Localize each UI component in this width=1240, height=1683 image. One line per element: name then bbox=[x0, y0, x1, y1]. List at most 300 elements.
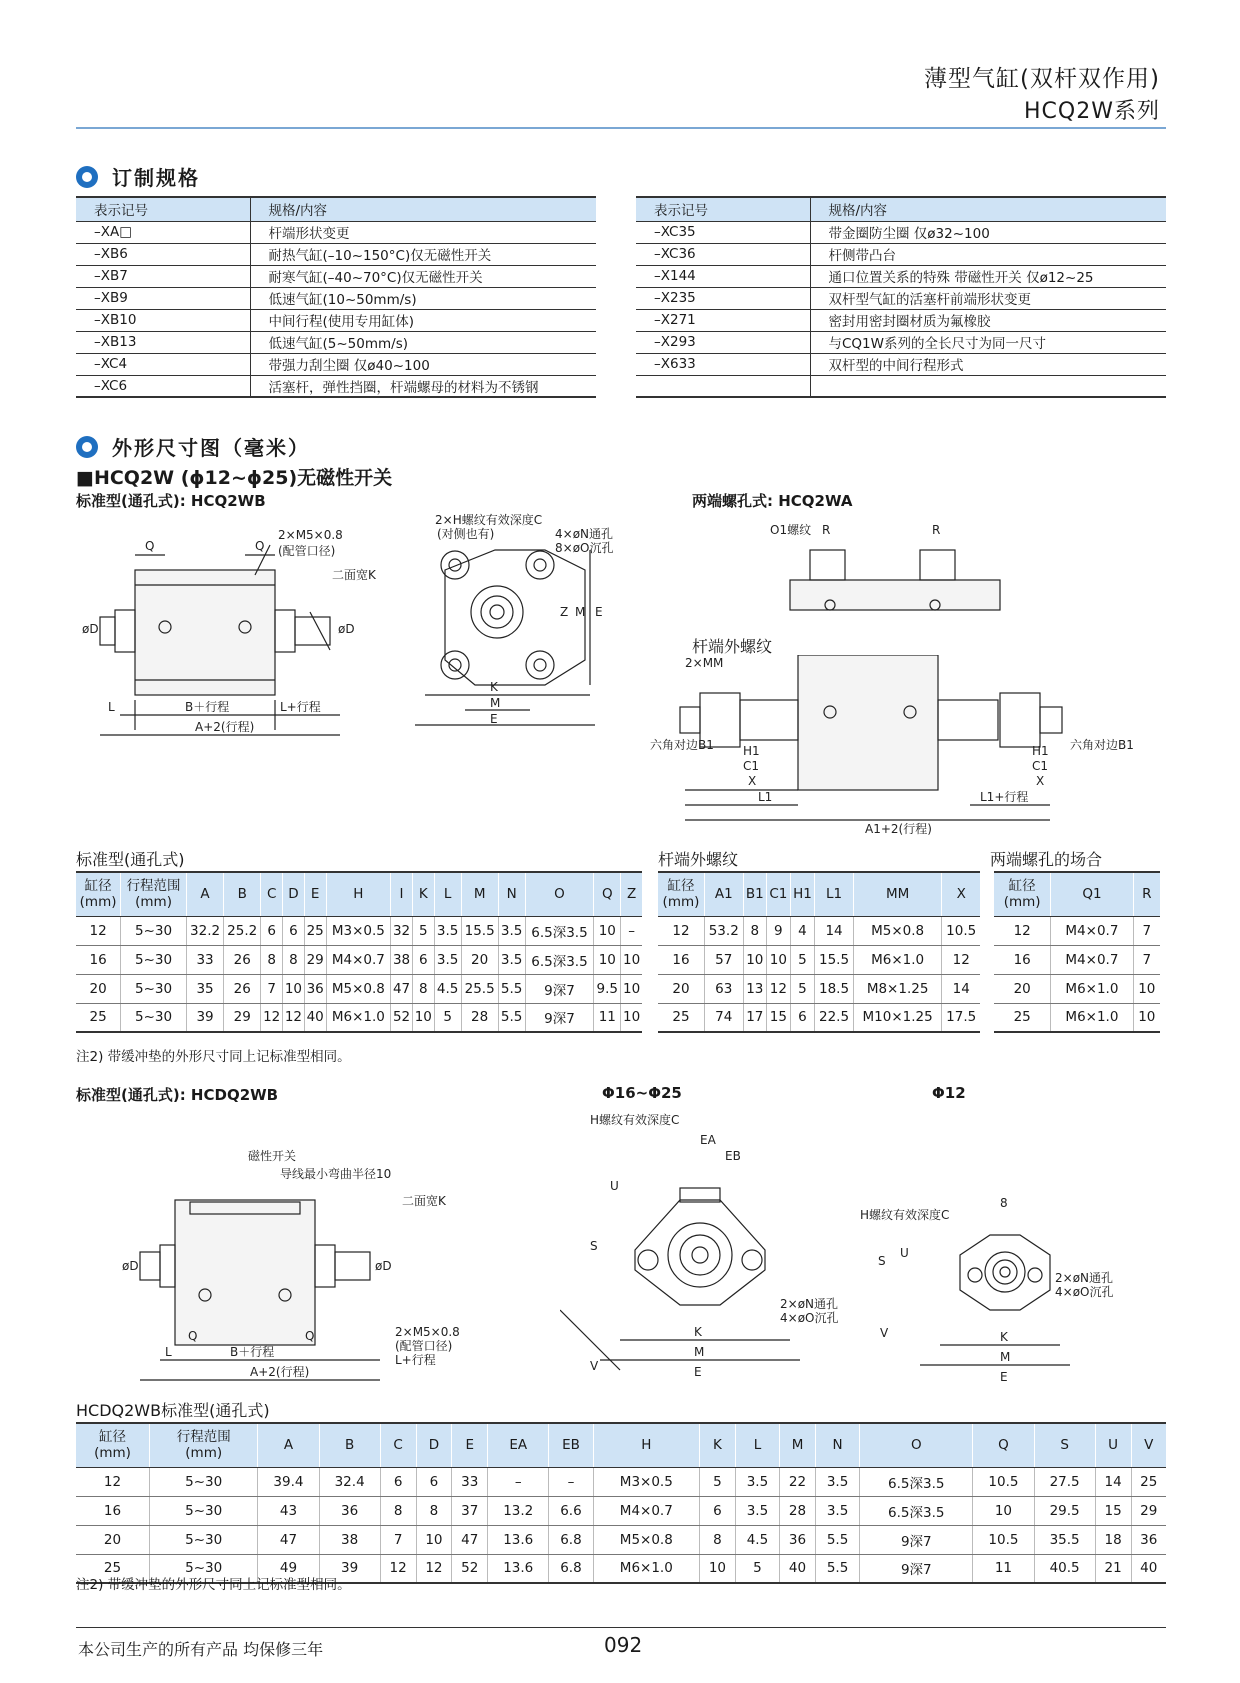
table-cell: 43 bbox=[258, 1496, 319, 1525]
table-cell: 杆侧带凸台 bbox=[810, 243, 1166, 265]
dim-ea: EA bbox=[700, 1133, 716, 1147]
dim-m: M bbox=[490, 696, 501, 710]
table-cell: 12 bbox=[283, 1003, 305, 1032]
column-header: S bbox=[1034, 1423, 1095, 1467]
spec-header: 规格/内容 bbox=[810, 197, 1166, 221]
table-cell: M4×0.7 bbox=[326, 945, 391, 974]
table-cell: 47 bbox=[258, 1525, 319, 1554]
table-cell: 32.4 bbox=[319, 1467, 380, 1496]
table-cell: 47 bbox=[391, 974, 413, 1003]
table-cell: 6 bbox=[700, 1496, 736, 1525]
column-header: O bbox=[860, 1423, 973, 1467]
table-cell: M5×0.8 bbox=[593, 1525, 699, 1554]
label-std-dwb: 标准型(通孔式): HCDQ2WB bbox=[76, 1086, 279, 1104]
table-cell: 18 bbox=[1095, 1525, 1131, 1554]
table-cell: M3×0.5 bbox=[593, 1467, 699, 1496]
table-row bbox=[658, 916, 980, 945]
table-cell: 6 bbox=[283, 916, 305, 945]
column-header: H1 bbox=[790, 872, 815, 916]
table-cell: 10 bbox=[743, 945, 766, 974]
table-row bbox=[636, 287, 1166, 309]
table-cell: 6.5深3.5 bbox=[860, 1496, 973, 1525]
table-cell: 13.2 bbox=[488, 1496, 549, 1525]
column-header: H bbox=[326, 872, 391, 916]
table-cell: 密封用密封圈材质为氟橡胶 bbox=[810, 309, 1166, 331]
column-header: X bbox=[942, 872, 980, 916]
drawing-both-ends bbox=[770, 520, 1040, 620]
dim-d-left-2: øD bbox=[122, 1259, 139, 1273]
table-cell: 36 bbox=[1131, 1525, 1166, 1554]
section-bullet-icon bbox=[76, 436, 98, 458]
column-header: A bbox=[258, 1423, 319, 1467]
table-cell: 20 bbox=[994, 974, 1051, 1003]
table-cell: 活塞杆，弹性挡圈，杆端螺母的材料为不锈钢 bbox=[250, 375, 596, 397]
table-cell: –XA□ bbox=[76, 221, 250, 243]
table-row bbox=[636, 353, 1166, 375]
column-header: 行程范围 (mm) bbox=[150, 1423, 258, 1467]
table-row bbox=[636, 265, 1166, 287]
table-cell: M6×1.0 bbox=[593, 1554, 699, 1583]
table-cell: 9.5 bbox=[594, 974, 621, 1003]
o1-thread-label: O1螺纹 bbox=[770, 523, 812, 537]
table-cell: 27.5 bbox=[1034, 1467, 1095, 1496]
table-cell: 49 bbox=[258, 1554, 319, 1583]
dim-v-2: V bbox=[880, 1326, 889, 1340]
footer-divider bbox=[76, 1627, 1166, 1628]
column-header: C1 bbox=[767, 872, 791, 916]
table-cell: 36 bbox=[780, 1525, 816, 1554]
dim-s-2: S bbox=[878, 1254, 886, 1268]
dim-b-stroke-2: B＋行程 bbox=[230, 1345, 275, 1359]
hthread-label-4: H螺纹有效深度C bbox=[860, 1208, 950, 1222]
spec-header: 表示记号 bbox=[76, 197, 250, 221]
table-cell: 4.5 bbox=[434, 974, 461, 1003]
table-cell: 32 bbox=[391, 916, 413, 945]
table-row bbox=[636, 375, 1166, 397]
table-row bbox=[636, 243, 1166, 265]
column-header: E bbox=[304, 872, 326, 916]
table-cell: 40 bbox=[1131, 1554, 1166, 1583]
table-cell: 52 bbox=[452, 1554, 488, 1583]
table-cell: 6 bbox=[412, 945, 434, 974]
table-cell: 25 bbox=[76, 1554, 150, 1583]
table-cell: 11 bbox=[594, 1003, 621, 1032]
column-header: Q1 bbox=[1051, 872, 1133, 916]
table-cell: M4×0.7 bbox=[1051, 916, 1133, 945]
table-cell: 25 bbox=[76, 1003, 121, 1032]
table-cell: 29 bbox=[304, 945, 326, 974]
column-header: V bbox=[1131, 1423, 1166, 1467]
table-cell: 5 bbox=[790, 974, 815, 1003]
hthread-label-3: H螺纹有效深度C bbox=[590, 1113, 680, 1127]
table-cell: – bbox=[488, 1467, 549, 1496]
table-cell: 10 bbox=[621, 1003, 642, 1032]
table-cell: 36 bbox=[319, 1496, 380, 1525]
table-cell: 与CQ1W系列的全长尺寸为同一尺寸 bbox=[810, 331, 1166, 353]
table-cell: 8 bbox=[416, 1496, 452, 1525]
table-cell: 20 bbox=[76, 1525, 150, 1554]
table-cell: 4 bbox=[790, 916, 815, 945]
column-header: A bbox=[186, 872, 223, 916]
dim-x-left: X bbox=[748, 774, 757, 788]
table-cell: 10 bbox=[621, 974, 642, 1003]
column-header: M bbox=[780, 1423, 816, 1467]
table-cell: 35.5 bbox=[1034, 1525, 1095, 1554]
table-cell: 3.5 bbox=[434, 916, 461, 945]
table-cell: –XC6 bbox=[76, 375, 250, 397]
hex-b1-left: 六角对边B1 bbox=[650, 738, 714, 752]
dim-m-3: M bbox=[1000, 1350, 1011, 1364]
wire-bend-label: 导线最小弯曲半径10 bbox=[280, 1167, 392, 1181]
column-header: L bbox=[434, 872, 461, 916]
table-row bbox=[76, 309, 596, 331]
table-cell: 7 bbox=[1133, 945, 1160, 974]
table-cell: 8 bbox=[261, 945, 283, 974]
table-row bbox=[76, 945, 642, 974]
column-header: 缸径 (mm) bbox=[76, 872, 121, 916]
table-cell: 3.5 bbox=[735, 1496, 779, 1525]
table-cell: 5 bbox=[412, 916, 434, 945]
table-cell: 15 bbox=[767, 1003, 791, 1032]
table-cell: 12 bbox=[380, 1554, 416, 1583]
label-phi-16-25: Φ16~Φ25 bbox=[602, 1084, 682, 1102]
page-title: 薄型气缸(双杆双作用) bbox=[924, 66, 1160, 92]
column-header: 缸径 (mm) bbox=[658, 872, 704, 916]
table-row bbox=[994, 945, 1160, 974]
column-header: D bbox=[416, 1423, 452, 1467]
table-cell: 5.5 bbox=[498, 974, 525, 1003]
table-cell: 38 bbox=[319, 1525, 380, 1554]
label-both-wa: 两端螺孔式: HCQ2WA bbox=[692, 492, 853, 510]
model-title: ■HCQ2W (ϕ12~ϕ25)无磁性开关 bbox=[76, 467, 393, 489]
dim-l-stroke-2: L+行程 bbox=[395, 1353, 436, 1367]
dim-l1: L1 bbox=[758, 790, 773, 804]
table-cell: 15.5 bbox=[815, 945, 854, 974]
dim-q-right-2: Q bbox=[305, 1329, 315, 1343]
hex-b1-right: 六角对边B1 bbox=[1070, 738, 1134, 752]
table-cell: 3.5 bbox=[735, 1467, 779, 1496]
dim-k-3: K bbox=[1000, 1330, 1008, 1344]
table-cell: 7 bbox=[261, 974, 283, 1003]
table-cell: 4.5 bbox=[735, 1525, 779, 1554]
table-cell: 低速气缸(10~50mm/s) bbox=[250, 287, 596, 309]
table-cell: 25 bbox=[304, 916, 326, 945]
table-cell: 8 bbox=[283, 945, 305, 974]
table-cell: 耐寒气缸(–40~70°C)仅无磁性开关 bbox=[250, 265, 596, 287]
table-cell: 6.5深3.5 bbox=[525, 945, 594, 974]
dim-d-right-2: øD bbox=[375, 1259, 392, 1273]
table-cell: 5 bbox=[434, 1003, 461, 1032]
dim-l1-stroke: L1+行程 bbox=[980, 790, 1029, 804]
table-cell: 33 bbox=[186, 945, 223, 974]
table-cell: M8×1.25 bbox=[853, 974, 942, 1003]
table-row bbox=[76, 1467, 1166, 1496]
table-cell: 5.5 bbox=[498, 1003, 525, 1032]
dim-a-stroke-2: A+2(行程) bbox=[250, 1365, 310, 1379]
table-cell: 5~30 bbox=[150, 1496, 258, 1525]
spec-header: 规格/内容 bbox=[250, 197, 596, 221]
dim-e-2: E bbox=[694, 1365, 702, 1379]
table-cell: 12 bbox=[416, 1554, 452, 1583]
table-cell: 29 bbox=[1131, 1496, 1166, 1525]
dim-d-left: øD bbox=[82, 622, 99, 636]
table-cell: 6 bbox=[416, 1467, 452, 1496]
column-header: A1 bbox=[704, 872, 743, 916]
table-cell: 20 bbox=[658, 974, 704, 1003]
table-cell: 11 bbox=[973, 1554, 1034, 1583]
table-cell: 8 bbox=[743, 916, 766, 945]
table-cell: 10 bbox=[621, 945, 642, 974]
label-std-hole: 标准型(通孔式) bbox=[76, 850, 185, 869]
table-cell: –X144 bbox=[636, 265, 810, 287]
dim-q-left-2: Q bbox=[188, 1329, 198, 1343]
table-cell: 5~30 bbox=[121, 974, 187, 1003]
table-cell: 22.5 bbox=[815, 1003, 854, 1032]
table-cell: 10.5 bbox=[973, 1525, 1034, 1554]
table-cell: 12 bbox=[994, 916, 1051, 945]
column-header: 缸径 (mm) bbox=[994, 872, 1051, 916]
dim-e: E bbox=[490, 712, 498, 726]
table-cell: –XB10 bbox=[76, 309, 250, 331]
table-row bbox=[658, 1003, 980, 1032]
table-cell: 12 bbox=[261, 1003, 283, 1032]
table-row bbox=[76, 287, 596, 309]
table-cell: 6.8 bbox=[549, 1554, 593, 1583]
column-header: 缸径 (mm) bbox=[76, 1423, 150, 1467]
table-cell: 低速气缸(5~50mm/s) bbox=[250, 331, 596, 353]
column-header: Z bbox=[621, 872, 642, 916]
table-cell: 7 bbox=[1133, 916, 1160, 945]
table-row bbox=[636, 221, 1166, 243]
table-cell: 36 bbox=[304, 974, 326, 1003]
table-cell: 29.5 bbox=[1034, 1496, 1095, 1525]
table-cell: 25.2 bbox=[224, 916, 261, 945]
dim-q-right: Q bbox=[255, 539, 265, 553]
header-divider bbox=[76, 127, 1166, 129]
table-cell: 12 bbox=[658, 916, 704, 945]
drawing-rod-thread bbox=[650, 655, 1160, 835]
table-standard bbox=[76, 871, 642, 1033]
magnetic-switch-label: 磁性开关 bbox=[248, 1149, 297, 1163]
dim-b-stroke: B＋行程 bbox=[185, 700, 230, 714]
table-row bbox=[76, 243, 596, 265]
table-cell: –XB9 bbox=[76, 287, 250, 309]
port-label-b: 2×M5×0.8 bbox=[395, 1325, 460, 1339]
table-cell: 5~30 bbox=[121, 945, 187, 974]
table-cell: M6×1.0 bbox=[1051, 1003, 1133, 1032]
table-cell: –XC35 bbox=[636, 221, 810, 243]
table-cell: 17.5 bbox=[942, 1003, 980, 1032]
table-cell: 6.6 bbox=[549, 1496, 593, 1525]
column-header: B1 bbox=[743, 872, 766, 916]
table-cell: 16 bbox=[76, 1496, 150, 1525]
dim-s: S bbox=[590, 1239, 598, 1253]
drawing-phi16-25-end bbox=[560, 1110, 870, 1385]
table-cell: 10 bbox=[283, 974, 305, 1003]
table-cell: M6×1.0 bbox=[853, 945, 942, 974]
table-cell: 5~30 bbox=[150, 1525, 258, 1554]
table-cell: 5.5 bbox=[815, 1525, 859, 1554]
table-cell: 53.2 bbox=[704, 916, 743, 945]
table-cell: 10 bbox=[416, 1525, 452, 1554]
dim-r-left: R bbox=[822, 523, 831, 537]
table-cell: 9深7 bbox=[860, 1554, 973, 1583]
nhole-label-3: 2×øN通孔 bbox=[1055, 1271, 1114, 1285]
dim-l-2: L bbox=[165, 1345, 172, 1359]
ohole-label-3: 4×øO沉孔 bbox=[1055, 1285, 1114, 1299]
table-cell: M5×0.8 bbox=[326, 974, 391, 1003]
column-header: Q bbox=[973, 1423, 1034, 1467]
label-rod-thread: 杆端外螺纹 bbox=[692, 637, 773, 656]
table-cell: 杆端形状变更 bbox=[250, 221, 596, 243]
table-cell: 16 bbox=[658, 945, 704, 974]
table-cell: –X271 bbox=[636, 309, 810, 331]
section-outline-title: 外形尺寸图（毫米） bbox=[112, 436, 310, 460]
column-header: C bbox=[380, 1423, 416, 1467]
width-k-label-2: 二面宽K bbox=[402, 1194, 446, 1208]
column-header: MM bbox=[853, 872, 942, 916]
table-cell: 5~30 bbox=[150, 1554, 258, 1583]
table-cell: 39.4 bbox=[258, 1467, 319, 1496]
table-cell: 38 bbox=[391, 945, 413, 974]
dim-u: U bbox=[610, 1179, 619, 1193]
dim-l-stroke: L+行程 bbox=[280, 700, 321, 714]
port-label-b2: (配管口径) bbox=[395, 1339, 453, 1353]
table-cell: 7 bbox=[380, 1525, 416, 1554]
dim-c1-right: C1 bbox=[1032, 759, 1049, 773]
table-cell: 带金圈防尘圈 仅ø32~100 bbox=[810, 221, 1166, 243]
table-cell: 通口位置关系的特殊 带磁性开关 仅ø12~25 bbox=[810, 265, 1166, 287]
dim-k: K bbox=[490, 680, 498, 694]
table-cell: 26 bbox=[224, 945, 261, 974]
table-cell: 33 bbox=[452, 1467, 488, 1496]
table-row bbox=[76, 221, 596, 243]
table-cell: M6×1.0 bbox=[326, 1003, 391, 1032]
column-header: N bbox=[815, 1423, 859, 1467]
column-header: B bbox=[319, 1423, 380, 1467]
dim-z: Z bbox=[560, 605, 569, 619]
table-cell: 5~30 bbox=[150, 1467, 258, 1496]
table-cell: 17 bbox=[743, 1003, 766, 1032]
spec-table-left bbox=[76, 196, 596, 398]
table-cell: 39 bbox=[186, 1003, 223, 1032]
dim-x-right: X bbox=[1036, 774, 1045, 788]
drawing-std-end bbox=[415, 510, 640, 745]
table-cell: 6.8 bbox=[549, 1525, 593, 1554]
table-cell: 18.5 bbox=[815, 974, 854, 1003]
column-header: L1 bbox=[815, 872, 854, 916]
dim-h1-right: H1 bbox=[1032, 744, 1049, 758]
table-cell: 25.5 bbox=[461, 974, 498, 1003]
table-cell: –X293 bbox=[636, 331, 810, 353]
table-cell: 10 bbox=[594, 916, 621, 945]
drawing-std-side bbox=[80, 515, 420, 740]
column-header: N bbox=[498, 872, 525, 916]
table-cell: 40 bbox=[780, 1554, 816, 1583]
table-cell: 9深7 bbox=[525, 1003, 594, 1032]
table-cell: 16 bbox=[76, 945, 121, 974]
table-cell bbox=[636, 375, 810, 397]
label-hcdq: HCDQ2WB标准型(通孔式) bbox=[76, 1401, 270, 1420]
ohole-label: 8×øO沉孔 bbox=[555, 541, 614, 555]
table-cell: 3.5 bbox=[498, 945, 525, 974]
table-cell: 47 bbox=[452, 1525, 488, 1554]
table-row bbox=[994, 1003, 1160, 1032]
table-cell: 6 bbox=[261, 916, 283, 945]
table-cell: 25 bbox=[658, 1003, 704, 1032]
width-k-label: 二面宽K bbox=[332, 568, 376, 582]
table-cell: M4×0.7 bbox=[593, 1496, 699, 1525]
table-cell: 6.5深3.5 bbox=[525, 916, 594, 945]
dim-h1-left: H1 bbox=[743, 744, 760, 758]
table-row bbox=[76, 974, 642, 1003]
table-cell: –X235 bbox=[636, 287, 810, 309]
table-row bbox=[636, 309, 1166, 331]
section-custom bbox=[76, 162, 200, 191]
spec-table-right bbox=[636, 196, 1166, 398]
column-header: H bbox=[593, 1423, 699, 1467]
table-cell: –XB13 bbox=[76, 331, 250, 353]
column-header: EB bbox=[549, 1423, 593, 1467]
table-row bbox=[636, 331, 1166, 353]
column-header: E bbox=[452, 1423, 488, 1467]
hthread-label: 2×H螺纹有效深度C bbox=[435, 513, 543, 527]
nhole-label: 4×øN通孔 bbox=[555, 527, 614, 541]
table-cell: 12 bbox=[76, 916, 121, 945]
table-cell: 8 bbox=[700, 1525, 736, 1554]
section-custom-title: 订制规格 bbox=[112, 166, 200, 190]
table-cell: 12 bbox=[76, 1467, 150, 1496]
table-cell: 22 bbox=[780, 1467, 816, 1496]
table-cell: 28 bbox=[461, 1003, 498, 1032]
label-rod-thread-2: 杆端外螺纹 bbox=[658, 850, 739, 869]
table-cell: 12 bbox=[942, 945, 980, 974]
label-both-case: 两端螺孔的场合 bbox=[990, 850, 1103, 869]
table-cell: 3.5 bbox=[815, 1467, 859, 1496]
footer-warranty: 本公司生产的所有产品 均保修三年 bbox=[78, 1640, 324, 1659]
table-cell: M6×1.0 bbox=[1051, 974, 1133, 1003]
table-cell: 16 bbox=[994, 945, 1051, 974]
hthread-label-2: (对侧也有) bbox=[437, 527, 495, 541]
table-hcdq bbox=[76, 1422, 1166, 1584]
table-cell: 10 bbox=[594, 945, 621, 974]
table-cell: 8 bbox=[380, 1496, 416, 1525]
table-cell: 13.6 bbox=[488, 1525, 549, 1554]
table-cell: 8 bbox=[412, 974, 434, 1003]
dim-e-v: E bbox=[595, 605, 603, 619]
table-cell: 耐热气缸(–10~150°C)仅无磁性开关 bbox=[250, 243, 596, 265]
table-cell: 带强力刮尘圈 仅ø40~100 bbox=[250, 353, 596, 375]
table-cell: 13 bbox=[743, 974, 766, 1003]
table-cell: M4×0.7 bbox=[1051, 945, 1133, 974]
table-cell: 3.5 bbox=[434, 945, 461, 974]
table-cell: 6 bbox=[380, 1467, 416, 1496]
table-cell: 74 bbox=[704, 1003, 743, 1032]
table-cell: 20 bbox=[461, 945, 498, 974]
table-row bbox=[76, 353, 596, 375]
column-header: D bbox=[283, 872, 305, 916]
dim-r-right: R bbox=[932, 523, 941, 537]
table-cell: M5×0.8 bbox=[853, 916, 942, 945]
table-cell: –X633 bbox=[636, 353, 810, 375]
table-cell: 6 bbox=[790, 1003, 815, 1032]
dim-v: V bbox=[590, 1359, 599, 1373]
dim-a-stroke: A+2(行程) bbox=[195, 720, 255, 734]
table-cell: M3×0.5 bbox=[326, 916, 391, 945]
table-cell: 63 bbox=[704, 974, 743, 1003]
section-outline bbox=[76, 432, 310, 461]
ohole-label-2: 4×øO沉孔 bbox=[780, 1311, 839, 1325]
